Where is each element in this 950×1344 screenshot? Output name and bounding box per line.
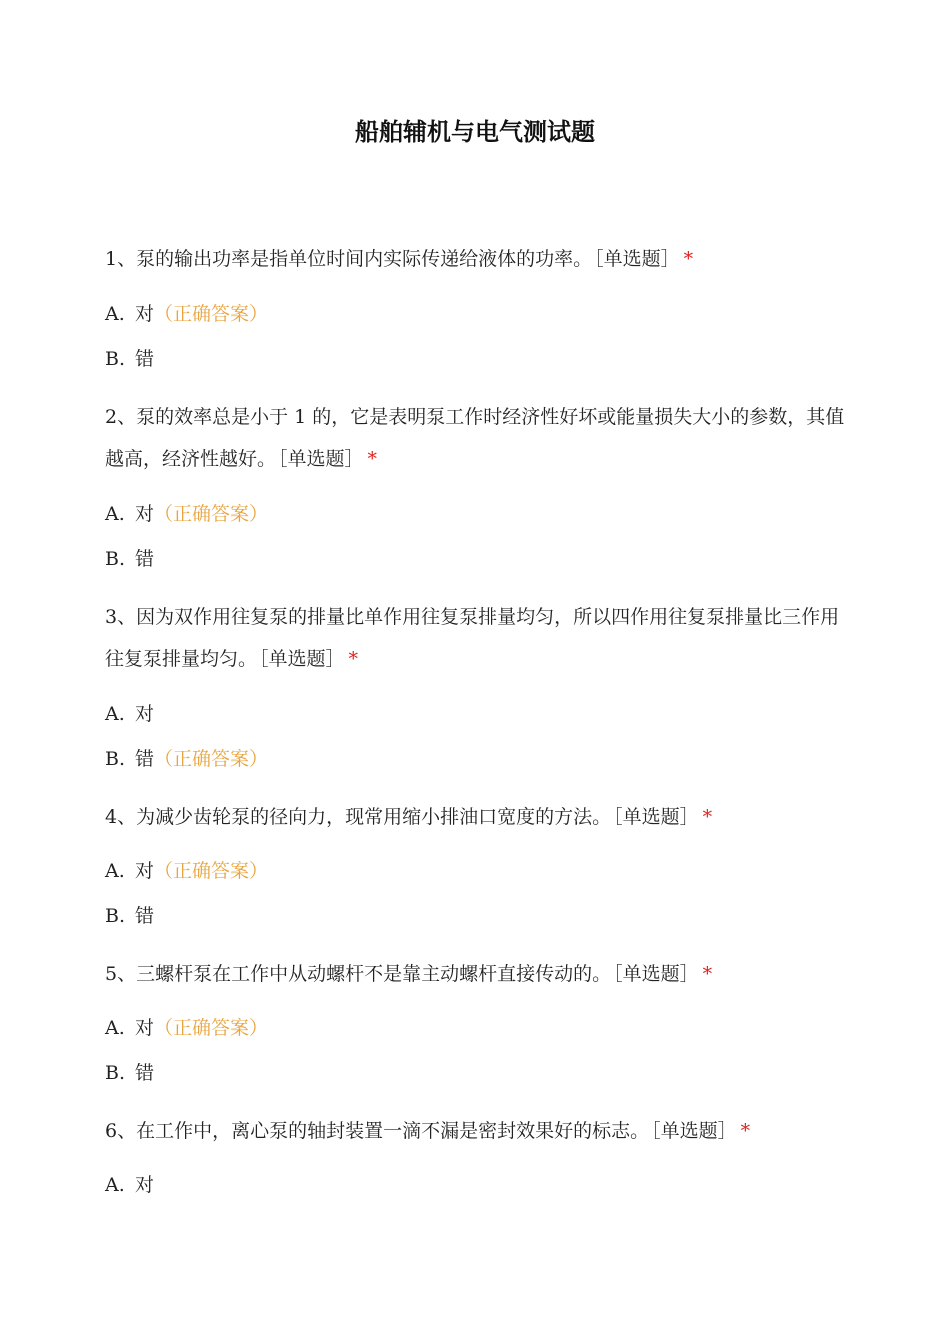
question-text: 5、三螺杆泵在工作中从动螺杆不是靠主动螺杆直接传动的。 — [105, 963, 612, 985]
option-text: 错 — [135, 1062, 155, 1084]
option-text: 对 — [135, 860, 155, 882]
question-type-tag: ［单选题］ — [613, 806, 699, 828]
question-text: 1、泵的输出功率是指单位时间内实际传递给液体的功率。 — [105, 248, 593, 270]
question-4 — [105, 796, 845, 838]
option-text: 错 — [135, 548, 155, 570]
option-5b[interactable] — [105, 1060, 154, 1086]
required-mark: * — [348, 648, 359, 670]
question-6 — [105, 1110, 845, 1152]
required-mark: * — [740, 1120, 751, 1142]
option-text: 错 — [135, 905, 155, 927]
question-1 — [105, 238, 845, 280]
option-letter: A. — [105, 1174, 125, 1196]
question-type-tag: ［单选题］ — [278, 448, 364, 470]
option-1b[interactable] — [105, 346, 154, 372]
required-mark: * — [683, 248, 694, 270]
option-letter: B. — [105, 748, 126, 770]
option-letter: A. — [105, 303, 125, 325]
correct-answer-label: （正确答案） — [154, 303, 269, 325]
option-text: 对 — [135, 703, 155, 725]
option-1a[interactable] — [105, 301, 268, 327]
page-title: 船舶辅机与电气测试题 — [355, 118, 595, 146]
option-text: 对 — [135, 503, 155, 525]
required-mark: * — [702, 806, 713, 828]
option-letter: A. — [105, 503, 125, 525]
option-text: 错 — [135, 348, 155, 370]
option-2a[interactable] — [105, 501, 268, 527]
option-6a[interactable] — [105, 1172, 154, 1198]
option-letter: A. — [105, 703, 125, 725]
question-text: 3、因为双作用往复泵的排量比单作用往复泵排量均匀，所以四作用往复泵排量比三作用往复泵排量均匀。 — [105, 606, 840, 670]
option-letter: A. — [105, 860, 125, 882]
question-text: 2、泵的效率总是小于 1 的，它是表明泵工作时经济性好坏或能量损失大小的参数，其值越高，经济性越好。 — [105, 406, 845, 470]
question-type-tag: ［单选题］ — [594, 248, 680, 270]
option-letter: B. — [105, 548, 126, 570]
question-5 — [105, 953, 845, 995]
option-3a[interactable] — [105, 701, 154, 727]
question-text: 4、为减少齿轮泵的径向力，现常用缩小排油口宽度的方法。 — [105, 806, 612, 828]
option-2b[interactable] — [105, 546, 154, 572]
option-text: 错 — [135, 748, 155, 770]
question-2 — [105, 396, 845, 480]
option-letter: A. — [105, 1017, 125, 1039]
option-text: 对 — [135, 1017, 155, 1039]
question-type-tag: ［单选题］ — [651, 1120, 737, 1142]
question-type-tag: ［单选题］ — [259, 648, 345, 670]
option-letter: B. — [105, 1062, 126, 1084]
option-4a[interactable] — [105, 858, 268, 884]
option-text: 对 — [135, 303, 155, 325]
option-3b[interactable] — [105, 746, 268, 772]
correct-answer-label: （正确答案） — [154, 860, 269, 882]
question-3 — [105, 596, 845, 680]
correct-answer-label: （正确答案） — [154, 748, 269, 770]
correct-answer-label: （正确答案） — [154, 503, 269, 525]
option-5a[interactable] — [105, 1015, 268, 1041]
option-letter: B. — [105, 348, 126, 370]
correct-answer-label: （正确答案） — [154, 1017, 269, 1039]
question-type-tag: ［单选题］ — [613, 963, 699, 985]
required-mark: * — [702, 963, 713, 985]
required-mark: * — [367, 448, 378, 470]
option-text: 对 — [135, 1174, 155, 1196]
option-4b[interactable] — [105, 903, 154, 929]
question-text: 6、在工作中，离心泵的轴封装置一滴不漏是密封效果好的标志。 — [105, 1120, 650, 1142]
option-letter: B. — [105, 905, 126, 927]
